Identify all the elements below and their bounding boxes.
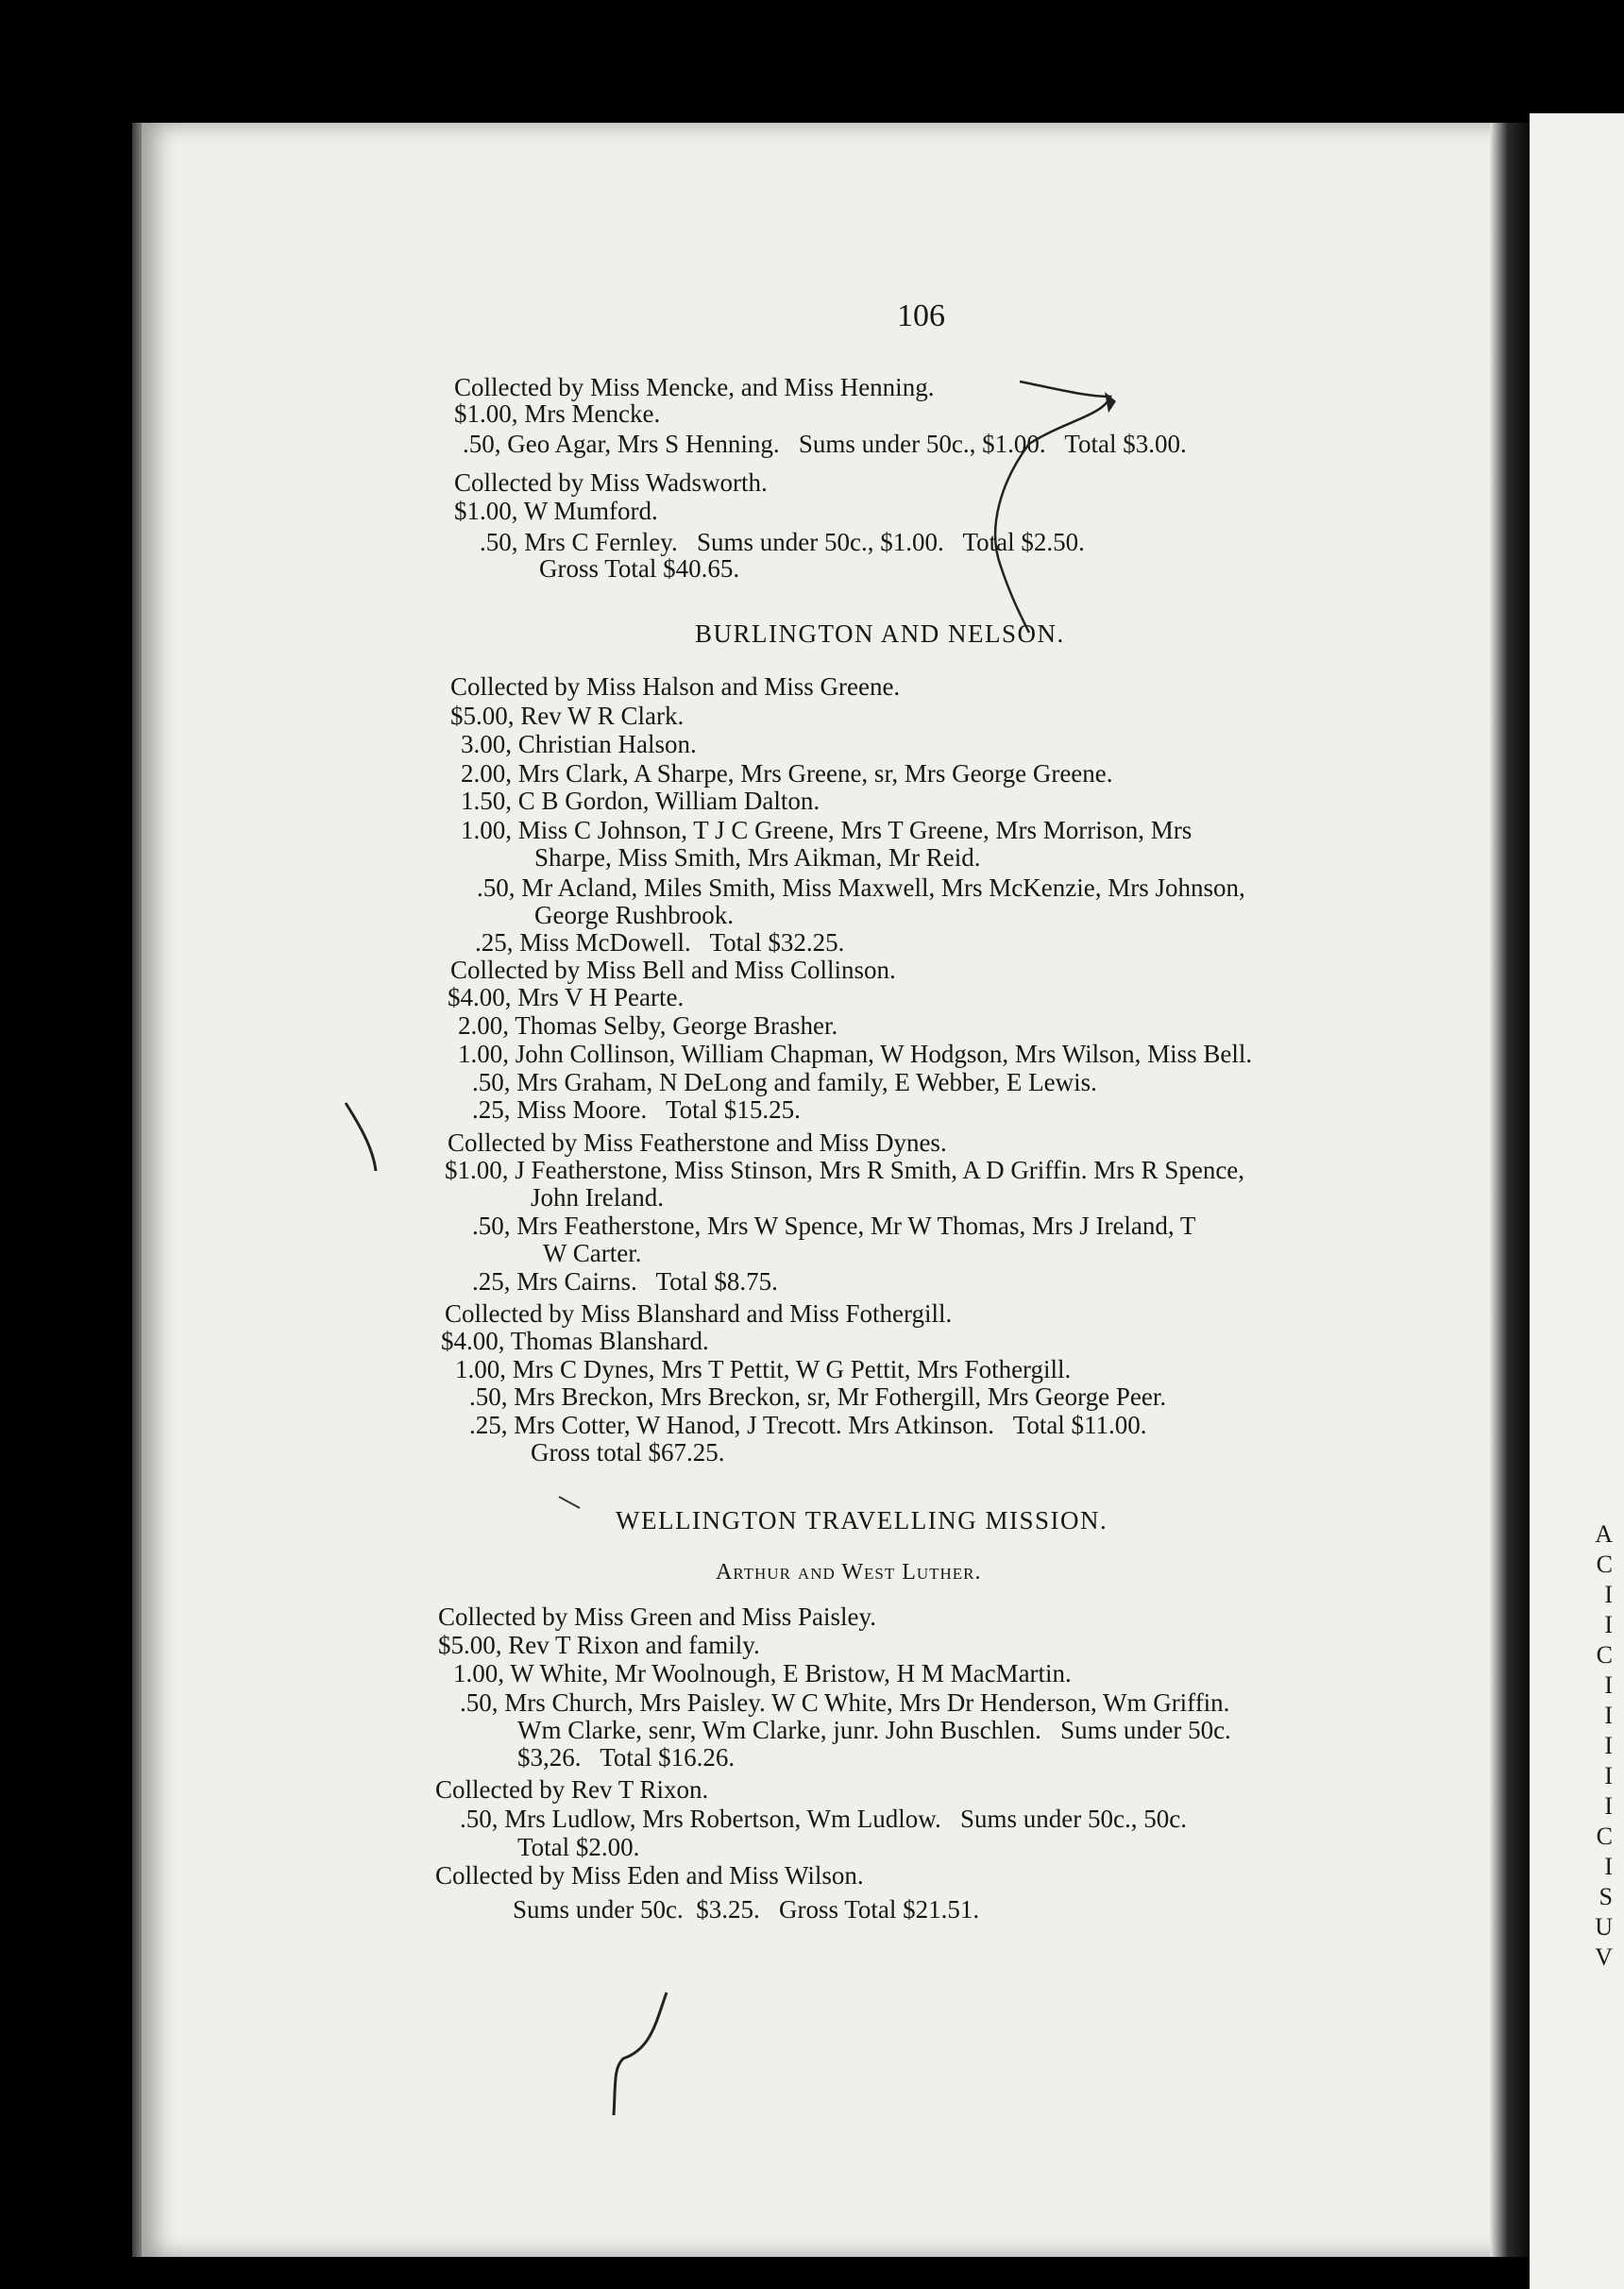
entry-line: .50, Mrs Church, Mrs Paisley. W C White, Mrs Dr Henderson, Wm Griffin.	[460, 1688, 1230, 1717]
text-line: Collected by Miss Mencke, and Miss Henning.	[454, 373, 935, 401]
section-subheading: Arthur and West Luther.	[716, 1560, 982, 1585]
total-line: Gross total $67.25.	[531, 1438, 725, 1467]
text-line: Collected by Miss Green and Miss Paisley.	[438, 1602, 876, 1631]
text-line: Collected by Miss Blanshard and Miss Fothergill.	[445, 1299, 953, 1328]
margin-letter: I	[1604, 1732, 1613, 1759]
margin-letter: S	[1599, 1883, 1613, 1910]
margin-letter: U	[1595, 1913, 1613, 1941]
continuation-line: Total $2.00.	[517, 1833, 640, 1861]
entry-line: .25, Miss McDowell. Total $32.25.	[475, 928, 845, 957]
entry-line: 1.00, John Collinson, William Chapman, W Hodgson, Mrs Wilson, Miss Bell.	[458, 1040, 1253, 1068]
total-line: Gross Total $40.65.	[539, 554, 740, 583]
entry-line: 2.00, Mrs Clark, A Sharpe, Mrs Greene, sr, Mrs George Greene.	[461, 759, 1113, 788]
total-line: Sums under 50c. $3.25. Gross Total $21.51.	[513, 1895, 980, 1924]
entry-line: .50, Mrs Featherstone, Mrs W Spence, Mr W Thomas, Mrs J Ireland, T	[472, 1212, 1196, 1240]
entry-line: $1.00, Mrs Mencke.	[454, 399, 661, 428]
text-line: Collected by Miss Bell and Miss Collinson.	[450, 956, 896, 984]
text-line: Collected by Miss Featherstone and Miss Dynes.	[448, 1128, 947, 1157]
entry-line: $5.00, Rev W R Clark.	[450, 702, 685, 730]
entry-line: .50, Mrs Graham, N DeLong and family, E Webber, E Lewis.	[472, 1068, 1097, 1096]
text-line: Collected by Miss Halson and Miss Greene.	[450, 672, 901, 701]
margin-letter: A	[1595, 1520, 1613, 1548]
entry-line: 2.00, Thomas Selby, George Brasher.	[458, 1011, 838, 1040]
entry-line: .50, Mrs Breckon, Mrs Breckon, sr, Mr Fothergill, Mrs George Peer.	[469, 1382, 1167, 1411]
margin-letter: I	[1604, 1581, 1613, 1608]
continuation-line: John Ireland.	[531, 1183, 664, 1212]
entry-line: $4.00, Mrs V H Pearte.	[448, 983, 685, 1011]
margin-letter: C	[1596, 1823, 1613, 1850]
entry-line: 1.00, W White, Mr Woolnough, E Bristow, H M MacMartin.	[453, 1659, 1072, 1687]
continuation-line: W Carter.	[543, 1239, 642, 1267]
entry-line: .25, Mrs Cairns. Total $8.75.	[472, 1267, 778, 1296]
continuation-line: Wm Clarke, senr, Wm Clarke, junr. John Buschlen. Sums under 50c.	[517, 1716, 1231, 1744]
entry-line: 1.00, Miss C Johnson, T J C Greene, Mrs T Greene, Mrs Morrison, Mrs	[461, 816, 1193, 844]
section-heading: BURLINGTON AND NELSON.	[695, 619, 1065, 648]
margin-letter: I	[1604, 1792, 1613, 1820]
margin-letter: V	[1595, 1943, 1613, 1971]
text-line: Collected by Rev T Rixon.	[435, 1775, 709, 1804]
margin-letter: C	[1596, 1641, 1613, 1669]
section-heading: WELLINGTON TRAVELLING MISSION.	[616, 1506, 1108, 1534]
entry-line: 1.50, C B Gordon, William Dalton.	[461, 787, 820, 815]
entry-line: 3.00, Christian Halson.	[461, 730, 697, 758]
margin-letter: I	[1604, 1762, 1613, 1789]
continuation-line: Sharpe, Miss Smith, Mrs Aikman, Mr Reid.	[534, 843, 981, 872]
entry-line: .25, Miss Moore. Total $15.25.	[472, 1095, 801, 1124]
text-line: Collected by Miss Eden and Miss Wilson.	[435, 1861, 864, 1890]
margin-letter: I	[1604, 1611, 1613, 1638]
entry-line: .50, Mrs C Fernley. Sums under 50c., $1.00. Total $2.50.	[480, 528, 1085, 556]
entry-line: .50, Geo Agar, Mrs S Henning. Sums under 50c., $1.00. Total $3.00.	[463, 430, 1187, 458]
continuation-line: George Rushbrook.	[534, 901, 734, 929]
margin-letter: I	[1604, 1702, 1613, 1729]
page-number: 106	[897, 298, 945, 333]
entry-line: .50, Mr Acland, Miles Smith, Miss Maxwell, Mrs McKenzie, Mrs Johnson,	[477, 873, 1245, 902]
entry-line: .50, Mrs Ludlow, Mrs Robertson, Wm Ludlow. Sums under 50c., 50c.	[460, 1805, 1187, 1833]
entry-line: $5.00, Rev T Rixon and family.	[438, 1631, 760, 1659]
margin-letter: I	[1604, 1671, 1613, 1699]
continuation-line: $3,26. Total $16.26.	[517, 1743, 736, 1772]
entry-line: .25, Mrs Cotter, W Hanod, J Trecott. Mrs Atkinson. Total $11.00.	[469, 1411, 1147, 1439]
text-line: Collected by Miss Wadsworth.	[454, 468, 768, 497]
margin-letter: I	[1604, 1853, 1613, 1880]
margin-letter: C	[1596, 1551, 1613, 1578]
entry-line: 1.00, Mrs C Dynes, Mrs T Pettit, W G Pettit, Mrs Fothergill.	[455, 1355, 1072, 1383]
entry-line: $4.00, Thomas Blanshard.	[441, 1327, 709, 1355]
entry-line: $1.00, J Featherstone, Miss Stinson, Mrs R Smith, A D Griffin. Mrs R Spence,	[445, 1156, 1245, 1184]
entry-line: $1.00, W Mumford.	[454, 497, 658, 525]
